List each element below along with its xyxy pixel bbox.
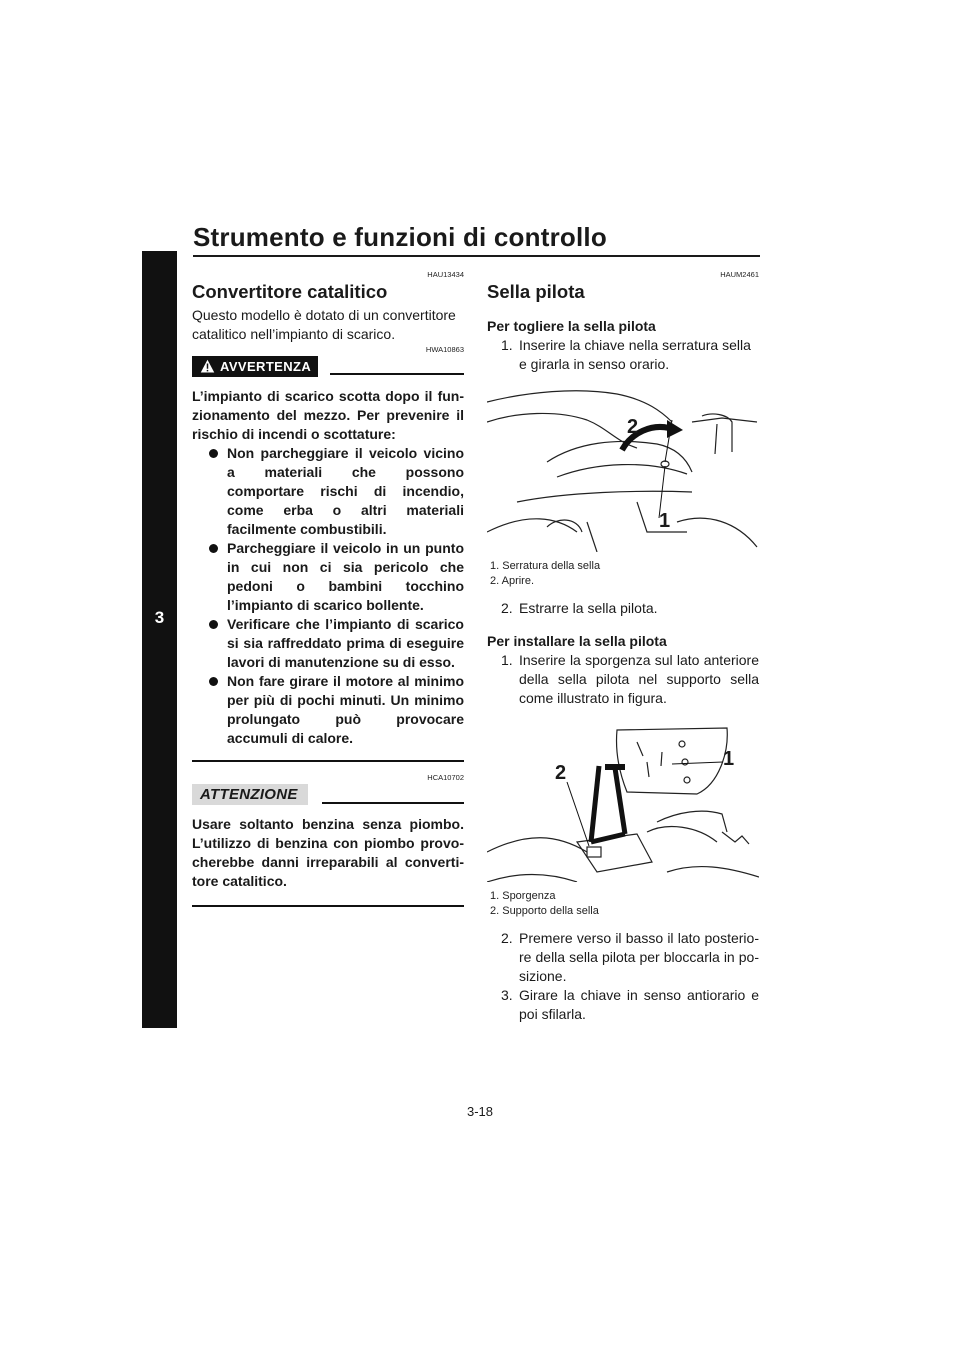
caution-label: ATTENZIONE xyxy=(192,784,308,805)
section-title-seat: Sella pilota xyxy=(487,281,585,302)
caution-rule xyxy=(322,802,464,804)
caution-end-rule xyxy=(192,905,464,907)
chapter-number: 3 xyxy=(154,608,165,627)
bullet-icon xyxy=(209,544,218,553)
section-title-catalytic: Convertitore catalitico xyxy=(192,281,388,302)
warning-list xyxy=(192,444,464,748)
list-item: 2. Estrarre la sella pilota. xyxy=(501,600,658,616)
list-item: Non fare girare il motore al minimo per più di pochi minuti. Un minimo prolungato può provocare accumuli di calore. xyxy=(208,672,464,748)
warning-text: L’impianto di scarico scotta dopo il fun-zionamento del mezzo. Per prevenire il rischio di incendi o scottature: xyxy=(192,388,464,442)
seat-install-illustration xyxy=(487,722,759,882)
page-title: Strumento e funzioni di controllo xyxy=(193,222,607,252)
caution-text: Usare soltanto benzina senza piombo. L’utilizzo di benzina con piombo provo-cherebbe danni irreparabili al converti-tore catalitico. xyxy=(192,816,464,889)
caution-header xyxy=(192,784,464,805)
section-code: HAU13434 xyxy=(427,270,464,279)
list-item: Verificare che l’impianto di scarico si sia raffreddato prima di eseguire lavori di manutenzione su di esso. xyxy=(208,615,464,672)
figure-seat-install xyxy=(487,722,759,887)
list-item: 3. Girare la chiave in senso antiorario e poi sfilarla. xyxy=(501,987,759,1022)
install-steps-cont xyxy=(487,929,759,1024)
figure-callout-2: 2 xyxy=(627,416,639,438)
figure-callout-1: 1 xyxy=(659,510,671,532)
bullet-icon xyxy=(209,449,218,458)
remove-heading: Per togliere la sella pilota xyxy=(487,318,656,334)
bullet-icon xyxy=(209,677,218,686)
warning-rule xyxy=(330,373,464,375)
seat-lock-illustration xyxy=(487,382,759,552)
warning-code: HWA10863 xyxy=(425,345,464,354)
install-steps xyxy=(487,651,759,708)
section-code: HAUM2461 xyxy=(720,270,759,279)
figure-caption: 1. Serratura della sella 2. Aprire. xyxy=(490,560,601,587)
list-item: Non parcheggiare il veicolo vicino a materiali che possono comportare rischi di incendio, come erba o altri materiali facilmente combustibili. xyxy=(208,444,464,539)
list-item: 2. Premere verso il basso il lato posterio-re della sella pilota per bloccarla in po-sizione. xyxy=(501,930,759,984)
figure-caption: 1. Sporgenza 2. Supporto della sella xyxy=(490,890,599,917)
catalytic-intro: Questo modello è dotato di un convertitore catalitico nell’impianto di scarico. xyxy=(192,307,456,342)
figure-seat-lock xyxy=(487,382,759,557)
remove-steps-cont xyxy=(487,599,759,618)
list-item: 1. Inserire la sporgenza sul lato anteriore della sella pilota nel supporto sella come illustrato in figura. xyxy=(501,652,759,706)
warning-triangle-icon xyxy=(200,359,215,374)
warning-end-rule xyxy=(192,760,464,762)
figure-callout-1: 1 xyxy=(723,748,735,770)
figure-callout-2: 2 xyxy=(555,762,567,784)
warning-label: AVVERTENZA xyxy=(220,359,312,374)
chapter-tab xyxy=(142,251,177,1028)
bullet-icon xyxy=(209,620,218,629)
left-column xyxy=(192,270,464,907)
right-column xyxy=(487,270,759,1024)
header-rule xyxy=(193,255,760,257)
warning-badge xyxy=(192,356,318,377)
caution-code: HCA10702 xyxy=(427,773,464,782)
list-item: 1. Inserire la chiave nella serratura sella e girarla in senso orario. xyxy=(501,337,751,372)
install-heading: Per installare la sella pilota xyxy=(487,633,667,649)
page-number: 3-18 xyxy=(466,1104,494,1119)
warning-header xyxy=(192,356,464,377)
remove-steps xyxy=(487,336,759,374)
list-item: Parcheggiare il veicolo in un punto in cui non ci sia pericolo che pedoni o bambini tocchino l’impianto di scarico bollente. xyxy=(208,539,464,615)
